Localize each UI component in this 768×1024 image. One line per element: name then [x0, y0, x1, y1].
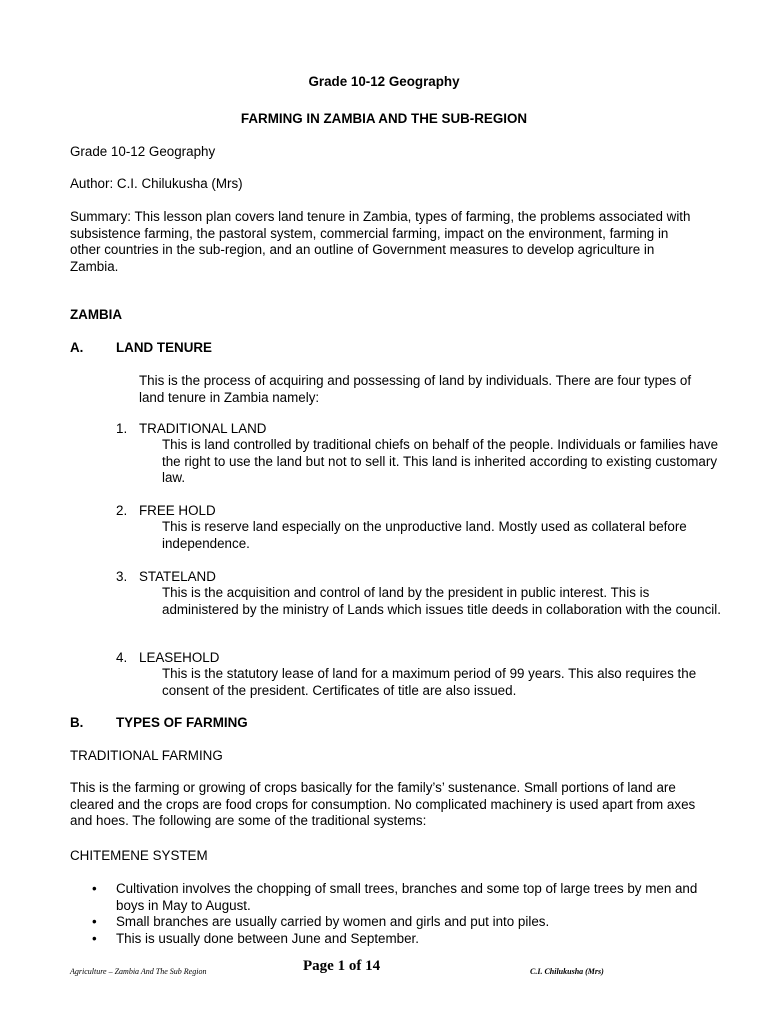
- list-item-body: This is the statutory lease of land for a maximum period of 99 years. This also requires the consent of the president. Certificates of title are also issued.: [162, 666, 697, 698]
- traditional-farming-paragraph: This is the farming or growing of crops basically for the family’s’ sustenance. Small portions of land are cleared and the crops are food crops for consumption. No complicated machinery is used apart from axes and hoes. The following are some of the traditional systems:: [70, 780, 696, 828]
- footer-author: C.I. Chilukusha (Mrs): [530, 967, 604, 976]
- list-item-body: This is the acquisition and control of land by the president in public interest. This is administered by the ministry of Lands which issues title deeds in collaboration with the council.: [162, 585, 721, 617]
- bullet-icon: •: [92, 881, 97, 896]
- list-item-title: LEASEHOLD: [139, 650, 220, 665]
- list-item-number: 4.: [116, 650, 128, 665]
- list-item-title: STATELAND: [139, 569, 216, 584]
- list-item-number: 2.: [116, 503, 128, 518]
- author-line: Author: C.I. Chilukusha (Mrs): [70, 176, 243, 191]
- list-item-title: FREE HOLD: [139, 503, 216, 518]
- list-item-title: TRADITIONAL LAND: [139, 421, 267, 436]
- list-item-body: This is land controlled by traditional chiefs on behalf of the people. Individuals or families have the right to use the land but not to sell it. This land is inherited according to existing customary law.: [162, 437, 719, 485]
- bullet-item: Small branches are usually carried by women and girls and put into piles.: [116, 914, 550, 929]
- bullet-item: Cultivation involves the chopping of small trees, branches and some top of large trees by men and boys in May to August.: [116, 881, 698, 913]
- section-heading-zambia: ZAMBIA: [70, 307, 123, 322]
- bullet-item: This is usually done between June and September.: [116, 931, 419, 946]
- subheading-chitemene-system: CHITEMENE SYSTEM: [70, 848, 208, 863]
- list-item-number: 3.: [116, 569, 128, 584]
- land-tenure-intro: This is the process of acquiring and possessing of land by individuals. There are four types of land tenure in Zambia namely:: [139, 373, 692, 405]
- document-subtitle: FARMING IN ZAMBIA AND THE SUB-REGION: [240, 111, 528, 126]
- section-heading-types-of-farming: TYPES OF FARMING: [116, 715, 248, 730]
- section-heading-land-tenure: LAND TENURE: [116, 340, 212, 355]
- footer-document-title: Agriculture – Zambia And The Sub Region: [70, 967, 207, 976]
- section-letter-a: A.: [70, 340, 84, 355]
- bullet-icon: •: [92, 914, 97, 929]
- summary-paragraph: Summary: This lesson plan covers land tenure in Zambia, types of farming, the problems associated with subsistence farming, the pastoral system, commercial farming, impact on the environment, farming in other countries in the sub-region, and an outline of Government measures to develop agriculture in Zambia.: [70, 209, 691, 274]
- document-title: Grade 10-12 Geography: [308, 74, 460, 89]
- subheading-traditional-farming: TRADITIONAL FARMING: [70, 748, 223, 763]
- list-item-number: 1.: [116, 421, 128, 436]
- section-letter-b: B.: [70, 715, 84, 730]
- list-item-body: This is reserve land especially on the unproductive land. Mostly used as collateral before independence.: [162, 519, 687, 551]
- footer-page-number: Page 1 of 14: [303, 958, 381, 974]
- grade-line: Grade 10-12 Geography: [70, 144, 216, 159]
- bullet-icon: •: [92, 931, 97, 946]
